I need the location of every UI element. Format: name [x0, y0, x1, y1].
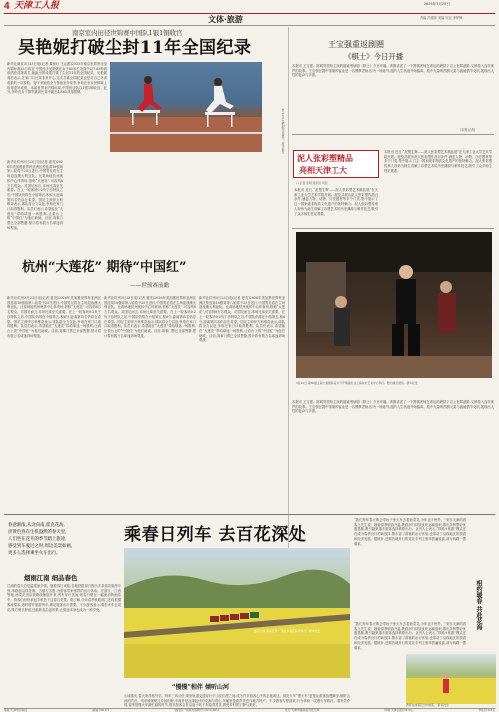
- footer-item: 零售价:0.8元: [478, 708, 495, 712]
- issue-date: 2025年3月25日: [424, 2, 450, 6]
- train-photo-caption: 春回大地,油菜花开,一列火车在花海中穿行。新华社发: [254, 629, 321, 633]
- sports-headline: 吴艳妮打破尘封11年全国纪录: [18, 38, 252, 58]
- culture-credit: (本报记者): [460, 128, 476, 132]
- travel-section1-title: 烟雨江南 细品春色: [24, 574, 78, 582]
- footer-item: 地址:天津市河东区: [4, 708, 28, 712]
- travel-section1-body: 江南的春天总是温柔而多情。随着春日来临,各地铁路部门推出多条赏花旅游专列,串联起沿线花海、古镇与名胜,为游客带来别样的出行体验。在浙江、江西等地,油菜花田沿铁路线铺展开来,列车穿行其间,宛若行驶在一幅流动的画卷中。游客们纷纷拿起手机拍下这春日美景。据了解,今年春季铁路部门还将根据客流需求,适时增开旅游列车,满足旅客出行需要。不少游客表示,乘坐火车去赏花,既方便又舒适,还能欣赏沿途风景,让旅途本身也成为一种享受。: [7, 584, 121, 612]
- footer-item: 邮编:300171: [92, 708, 110, 712]
- hangzhou-body-col4: 新华社杭州3月23日电(记者 夏亮)2026年美加墨世界杯亚洲区预选赛18强赛第八轮将于25日进行,中国男足将在主场迎战澳大利亚队。比赛场地杭州奥体中心体育场,俗称“大莲花”,可容纳8万名观众。对国足而言,本场比赛至关重要。在上一轮客场0:2负于沙特队之后,中国队仍排在小组第五,积6分,距离第四名仍存在希望。国足主帅伊万科维奇表示,球队将全力以赴,争取在家门口取得胜利。队员们表示,希望能在“大莲花”带给球迷一场胜利,让看台上的“中国红”为他们助威。目前,赛事门票已全部售罄,预计将有数万名球迷到场观战。: [199, 296, 285, 343]
- hangzhou-body-col2: 新华社杭州3月23日电(记者 夏亮)2026年美加墨世界杯亚洲区预选赛18强赛第八轮将于25日进行,中国男足将在主场迎战澳大利亚队。比赛场地杭州奥体中心体育场,俗称“大莲花”,可容纳8万名观众。对国足而言,本场比赛至关重要。在上一轮客场0:2负于沙特队之后,中国队仍排在小组第五,积6分,距离第四名仍存在希望。国足主帅伊万科维奇表示,球队将全力以赴,争取在家门口取得胜利。队员们表示,希望能在“大莲花”带给球迷一场胜利,让看台上的“中国红”为他们助威。目前,赛事门票已全部售罄,预计将有数万名球迷到场观战。: [7, 296, 101, 338]
- culture-divider: [292, 134, 494, 135]
- hangzhou-headline: 杭州“大莲花” 期待“中国红”: [22, 260, 187, 275]
- clay-divider: [292, 228, 494, 229]
- field-photo-caption: 游客在油菜花田中拍照。 新华社发: [406, 703, 449, 707]
- section-divider: [4, 25, 495, 26]
- footer-item: 发行:天津市邮政报刊发行局: [284, 708, 320, 712]
- travel-section3-title: 相约暖春 共赴花海: [475, 580, 482, 631]
- footer-item: 国内统一连续出版物号 CN12-0011: [174, 708, 220, 712]
- travel-intro-line: 更多人选择乘坐火车出行。: [8, 551, 61, 556]
- section-label: 文体·旅游: [208, 14, 243, 24]
- sports-photo-caption: 3月22日,吴艳妮在比赛中。新华社发: [281, 108, 285, 154]
- culture-headline: 《棋士》今日开播: [344, 52, 404, 61]
- paper-name: 天津工人报: [14, 1, 60, 11]
- hangzhou-body-col3: 新华社杭州3月23日电(记者 夏亮)2026年美加墨世界杯亚洲区预选赛18强赛第八轮将于25日进行,中国男足将在主场迎战澳大利亚队。比赛场地杭州奥体中心体育场,俗称“大莲花”,可容纳8万名观众。对国足而言,本场比赛至关重要。在上一轮客场0:2负于沙特队之后,中国队仍排在小组第五,积6分,距离第四名仍存在希望。国足主帅伊万科维奇表示,球队将全力以赴,争取在家门口取得胜利。队员们表示,希望能在“大莲花”带给球迷一场胜利,让看台上的“中国红”为他们助威。目前,赛事门票已全部售罄,预计将有数万名球迷到场观战。: [104, 296, 196, 338]
- sports-body: 新华社南京3月23日电(记者 董意行 王沁鸥)2025年南京世界田径室内锦标赛23日收官,中国选手吴艳妮在女子60米栏决赛中以7.83秒的成绩获得第四名,她跑出的成绩打破了尘封11年的全国纪录。吴艳妮赛后表示,在家门口比赛非常开心,这次打破全国纪录也是对自己冬训成果的一次检验。接下来她将全力备战室外赛季,争取在东京世锦赛上取得更好成绩。本届世界室内锦标赛,中国田径队以1银1铜收官。此外,李玲在女子撑竿跳高比赛中跳出4米65获得银牌。: [7, 62, 107, 95]
- travel-section3-body: “我们每年春天都会带孩子坐火车去看油菜花,今年也不例外。”来自天津的游客王先生说。随着春季旅游升温,铁路部门持续优化运输组织,推出多种票价优惠措施,吸引越来越多游客选择铁路出行。业内人士表示,“铁路+旅游”模式正在成为春季出行的新选择,既丰富了游客的出行体验,也带动了沿线地区的旅游和经济发展。据统计,近期各地开行的赏花专列上座率普遍较高,部分线路一票难求。: [354, 518, 466, 546]
- culture-continued: 本报讯 王宝强、陈明昊领衔主演的悬疑刑侦剧《棋士》今日开播。该剧讲述了一个围棋老师在命运的裹挟下走上犯罪道路,又被卷入连环案件的故事。王宝强在剧中饰演的崔业是一名围棋老师,因为一场意外,他的人生轨迹开始偏离。剧中大量的围棋元素与悬疑情节交织,展现出人性的复杂与多面。: [292, 400, 494, 414]
- clay-title-box: [293, 150, 379, 178]
- clay-headline-line1: 泥人张彩塑精品: [297, 153, 353, 163]
- footer: [4, 708, 495, 712]
- sports-photo: [110, 62, 262, 152]
- clay-body-right: 本报讯 近日,“泥塑生辉——泥人张彩塑艺术精品展”在天津工业大学艺术学院开展。展览共展出泥人张彩塑作品百余件,涵盖人物、动物、历史题材等多个门类,集中展示了这一国家级非物质文化遗产的独特魅力。泥人张彩塑传承人现场为师生讲解了彩塑艺术的历史渊源与制作技艺,吸引了众多师生驻足观看。: [384, 150, 492, 173]
- footer-item: 印刷:天津日报印务中心: [384, 708, 414, 712]
- travel-section3-body-cont: “我们每年春天都会带孩子坐火车去看油菜花,今年也不例外。”来自天津的游客王先生说。随着春季旅游升温,铁路部门持续优化运输组织,推出多种票价优惠措施,吸引越来越多游客选择铁路出行。业内人士表示,“铁路+旅游”模式正在成为春季出行的新选择,既丰富了游客的出行体验,也带动了沿线地区的旅游和经济发展。据统计,近期各地开行的赏花专列上座率普遍较高,部分线路一票难求。: [354, 622, 466, 650]
- mid-page-rule: [4, 514, 495, 515]
- clay-body: 本报讯 近日,“泥塑生辉——泥人张彩塑艺术精品展”在天津工业大学艺术学院开展。展览共展出泥人张彩塑作品百余件,涵盖人物、动物、历史题材等多个门类,集中展示了这一国家级非物质文化遗产的独特魅力。泥人张彩塑传承人现场为师生讲解了彩塑艺术的历史渊源与制作技艺,吸引了众多师生驻足观看。: [294, 188, 378, 216]
- concert-caption: 3月22日,第38届上海之春国际音乐节开幕演出在上海东方艺术中心举行。图为演出现场。新华社发: [296, 381, 418, 385]
- editors-line: 责编 冯德萍 美编 安亚 李梦辉: [420, 16, 463, 20]
- travel-section2-title: “慢慢”相伴 倾听山河: [172, 684, 229, 691]
- clay-box: [292, 138, 494, 224]
- field-photo: [406, 654, 496, 704]
- culture-kicker: 王宝强重返剧圈: [328, 40, 384, 49]
- masthead: [0, 0, 499, 14]
- travel-headline: 乘春日列车 去百花深处: [124, 525, 307, 545]
- travel-section2-body: 山城重庆,春天来得格外早。每年三四月份,乘坐轨道交通穿行于山花烂漫之间,成为许多游客心中的必选项目。绿皮火车“慢火车”更是让游客放慢脚步,倾听山河的声音。列车缓缓驶过乡间田野,车窗外是连绵起伏的花海与青山,车厢里是欢声笑语与地方特产。不少游客专程前来,只为体验一次慢火车旅行。乘务员介绍,春季是慢火车最忙碌的时节,很多游客会在沿途小站下车踏青赏花,感受乡村的宁静与美好。: [124, 694, 350, 708]
- hangzhou-subhead: ——世预赛前瞻: [130, 283, 170, 289]
- travel-intro-line: 感受到车驶过之时,周边美景如画,: [8, 544, 73, 549]
- masthead-rule: [4, 13, 495, 14]
- culture-body: 本报讯 王宝强、陈明昊领衔主演的悬疑刑侦剧《棋士》今日开播。该剧讲述了一个围棋老师在命运的裹挟下走上犯罪道路,又被卷入连环案件的故事。王宝强在剧中饰演的崔业是一名围棋老师,因为一场意外,他的人生轨迹开始偏离。剧中大量的围棋元素与悬疑情节交织,展现出人性的复杂与多面。: [292, 64, 494, 78]
- page-number: 4: [4, 1, 10, 12]
- train-photo: [124, 548, 350, 678]
- column-divider: [288, 27, 289, 557]
- concert-photo: [296, 232, 492, 378]
- clay-byline: 口 记者 张明 通讯员 刘佳: [296, 181, 328, 185]
- sports-kicker: 南京室内田径世锦赛中国队1银1铜收官: [72, 29, 183, 37]
- travel-intro-line: 人们坐在花开的季节踏上旅途,: [8, 537, 67, 542]
- travel-intro-line: 淡黄色春在生机盎然的春天里,: [8, 530, 67, 535]
- hangzhou-body-col1: 新华社杭州3月23日电(记者 夏亮)2026年美加墨世界杯亚洲区预选赛18强赛第八轮将于25日进行,中国男足将在主场迎战澳大利亚队。比赛场地杭州奥体中心体育场,俗称“大莲花”,可容纳8万名观众。对国足而言,本场比赛至关重要。在上一轮客场0:2负于沙特队之后,中国队仍排在小组第五,积6分,距离第四名仍存在希望。国足主帅伊万科维奇表示,球队将全力以赴,争取在家门口取得胜利。队员们表示,希望能在“大莲花”带给球迷一场胜利,让看台上的“中国红”为他们助威。目前,赛事门票已全部售罄,预计将有数万名球迷到场观战。: [7, 160, 63, 230]
- travel-intro: [8, 522, 118, 570]
- clay-headline-line2: 亮相天津工大: [299, 165, 347, 175]
- travel-intro-line: 春意渐浓,从北向南,霍克花海,: [8, 523, 65, 528]
